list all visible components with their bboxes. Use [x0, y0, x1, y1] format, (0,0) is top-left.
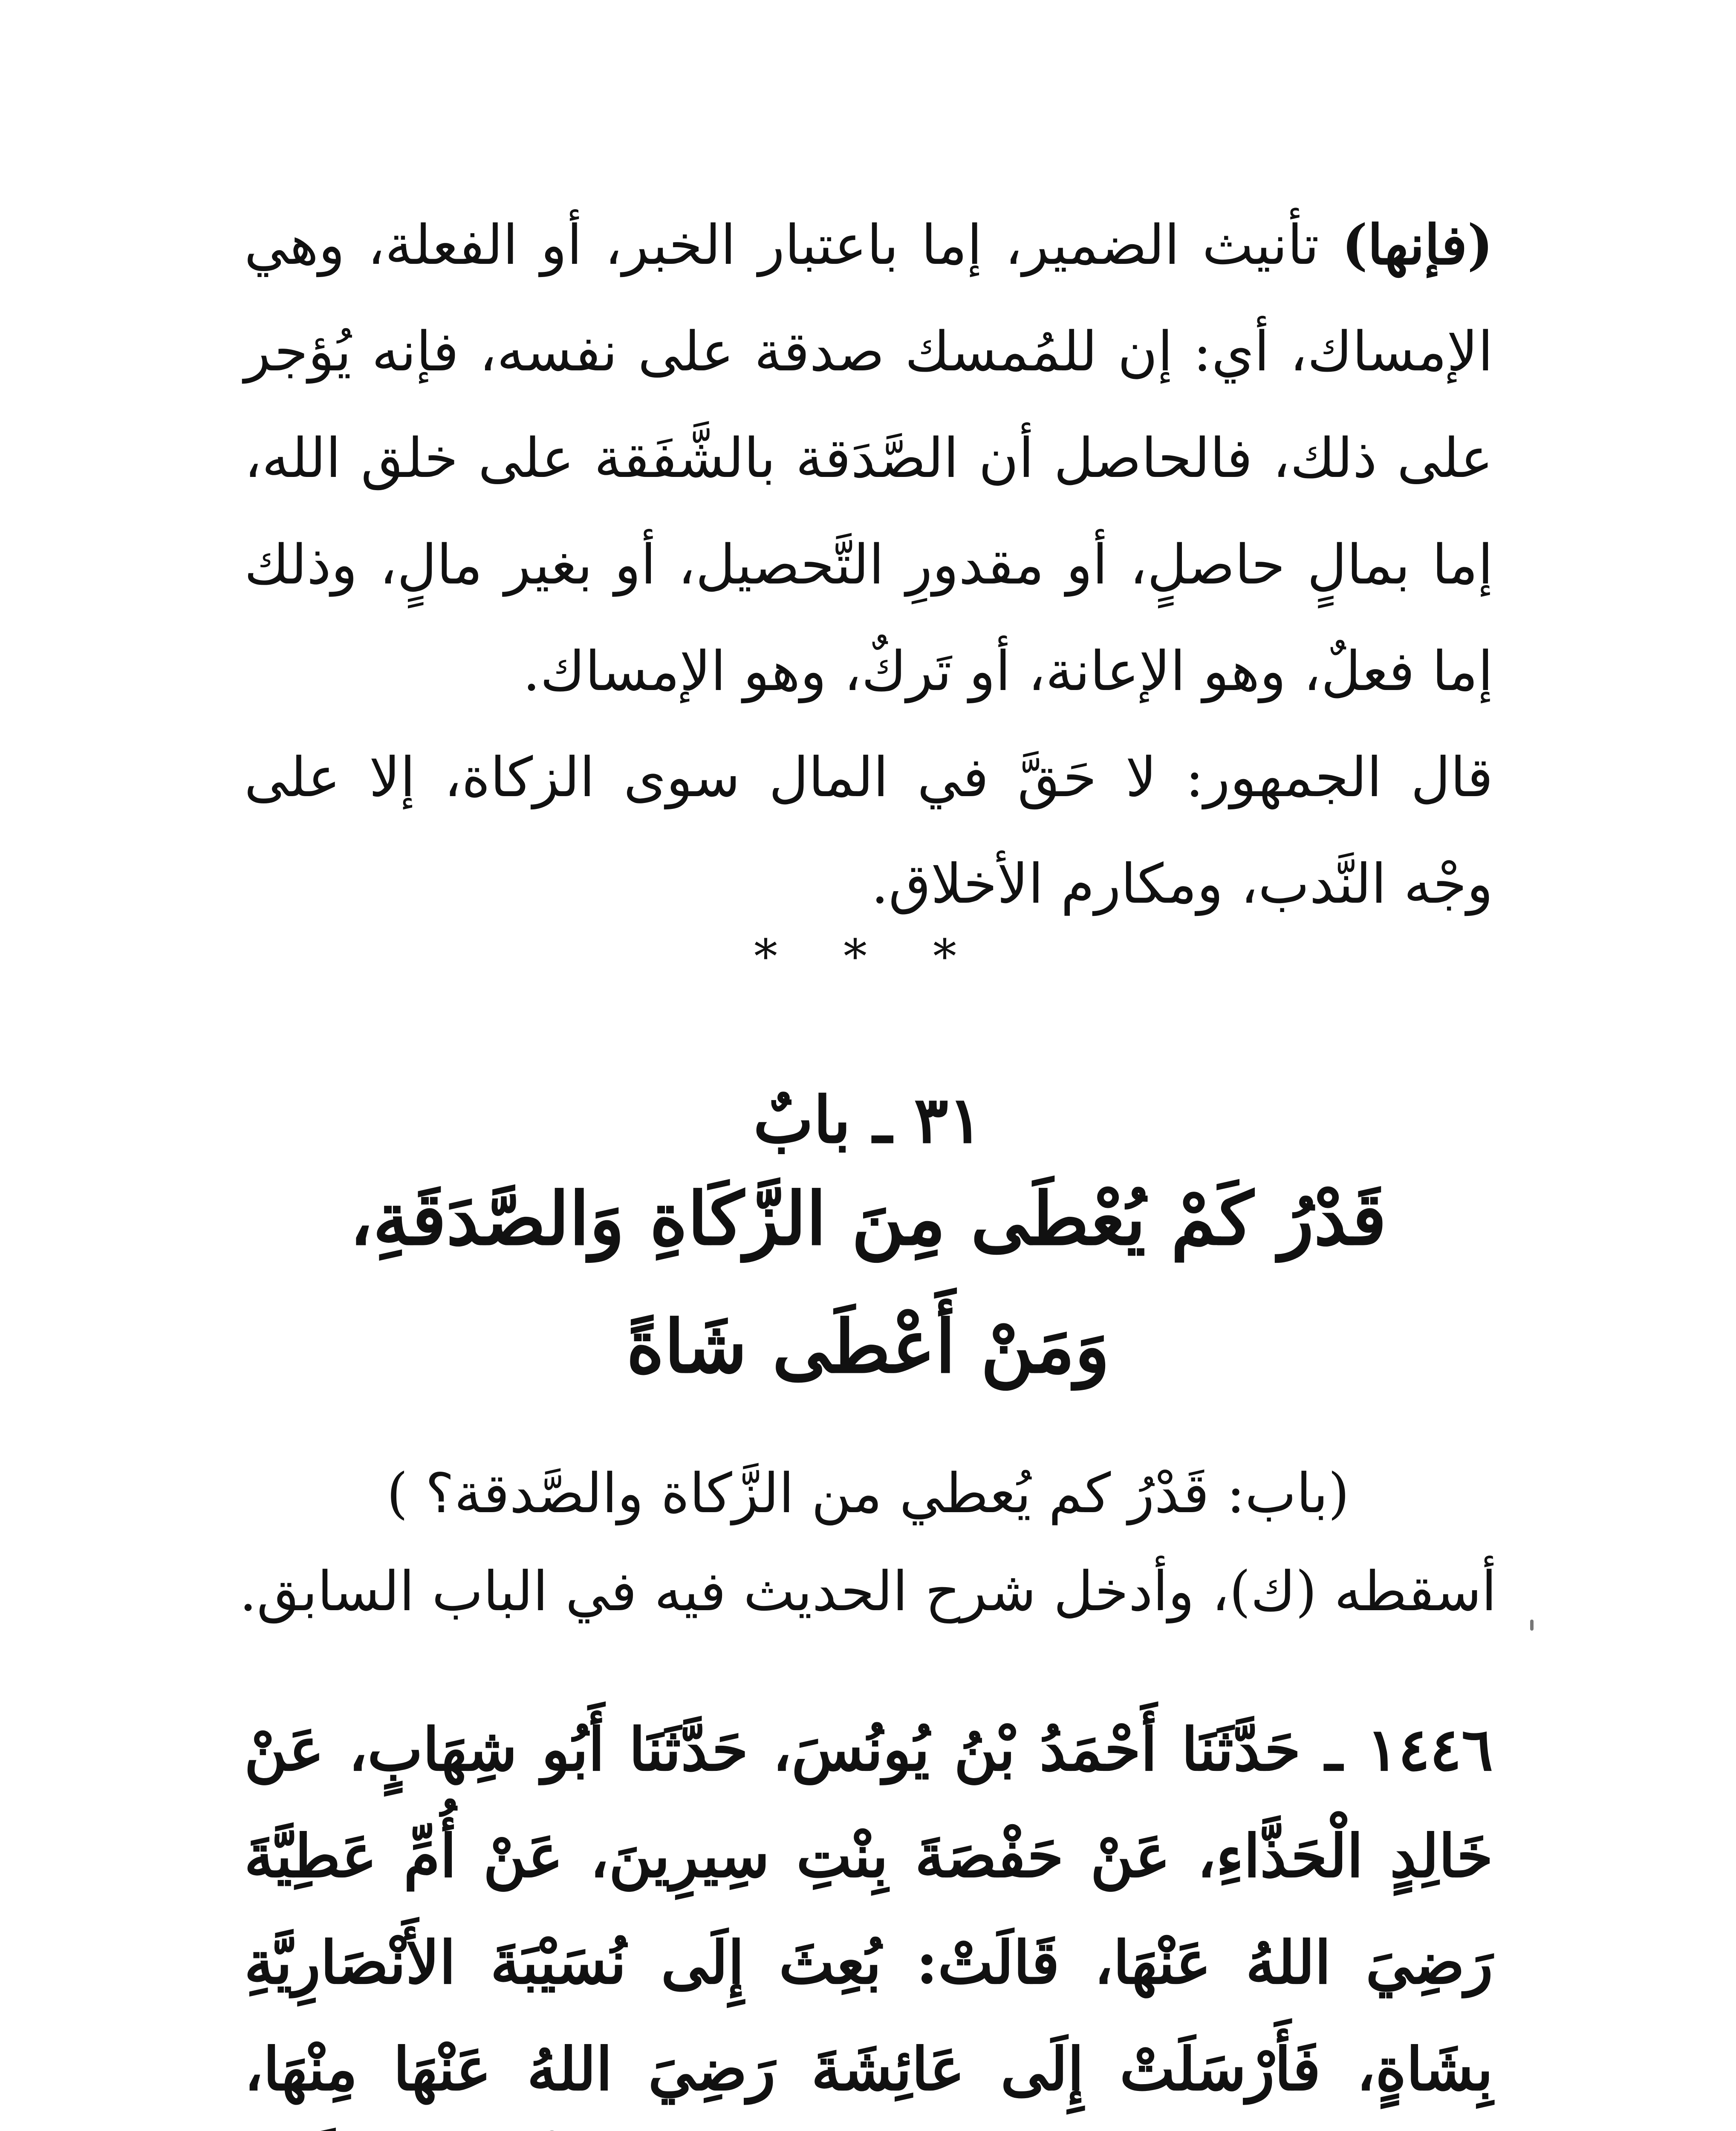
commentary-paragraph-1	[244, 192, 1493, 725]
section-separator: * * *	[754, 929, 982, 984]
manuscript-note: أسقطه (ك)، وأدخل شرح الحديث فيه في الباب السابق.	[239, 1560, 1497, 1623]
bab-heading-quote: (باب: قَدْرُ كم يُعطي من الزَّكاة والصَّدقة؟ )	[387, 1462, 1349, 1525]
chapter-title-line-2: وَمَنْ أَعْطَى شَاةً	[626, 1304, 1110, 1389]
chapter-title-line-1: قَدْرُ كَمْ يُعْطَى مِنَ الزَّكَاةِ وَالصَّدَقَةِ،	[349, 1176, 1387, 1262]
commentary-lead-word: (فإنها)	[1342, 213, 1493, 277]
chapter-number: ٣١ ـ بابٌ	[753, 1083, 983, 1158]
hadith-text: ١٤٤٦ ـ حَدَّثَنَا أَحْمَدُ بْنُ يُونُسَ، حَدَّثَنَا أَبُو شِهَابٍ، عَنْ خَالِدٍ الْحَذَّاءِ، عَنْ حَفْصَةَ بِنْتِ سِيرِينَ، عَنْ أُمِّ عَطِيَّةَ رَضِيَ اللهُ عَنْهَا، قَالَتْ: بُعِثَ إِلَى نُسَيْبَةَ الأَنْصَارِيَّةِ بِشَاةٍ، فَأَرْسَلَتْ إِلَى عَائِشَةَ رَضِيَ اللهُ عَنْهَا مِنْهَا،	[244, 1715, 1493, 2104]
commentary-paragraph-2: قال الجمهور: لا حَقَّ في المال سوى الزكاة، إلا على وجْه النَّدب، ومكارم الأخلاق.	[244, 746, 1493, 916]
commentary-paragraph-1-text: تأنيث الضمير، إما باعتبار الخبر، أو الفعلة، وهي الإمساك، أي: إن للمُمسك صدقة على نفسه، فإنه يُؤجر على ذلك، فالحاصل أن الصَّدَقة بالشَّفَقة على خلق الله، إما بمالٍ حاصلٍ، أو مقدورِ التَّحصيل، أو بغير مالٍ، وذلك إما فعلٌ، وهو الإعانة، أو تَركٌ، وهو الإمساك.	[244, 214, 1493, 703]
scan-speck	[1530, 1620, 1534, 1631]
